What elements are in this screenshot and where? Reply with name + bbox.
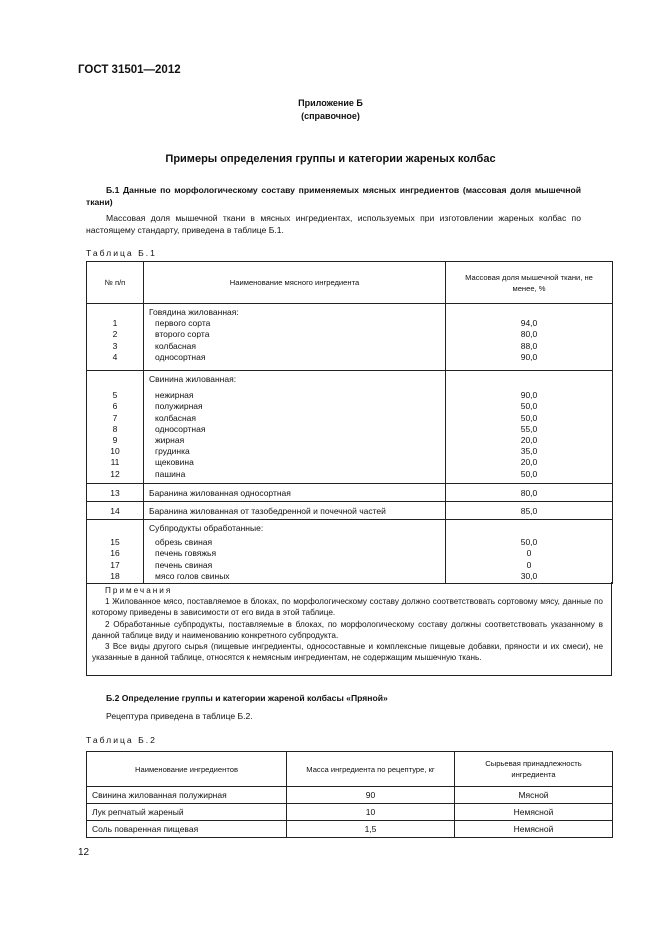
row-name: первого сорта — [155, 318, 211, 329]
row-number: 14 — [87, 502, 144, 520]
group-head: Говядина жилованная: — [149, 307, 239, 317]
table-b2 — [86, 751, 613, 838]
table-row — [87, 502, 613, 520]
row-name: печень свиная — [155, 559, 213, 570]
row-number: 1 — [112, 318, 118, 329]
row-value: 80,0 — [446, 484, 613, 502]
row-name: колбасная — [155, 412, 196, 423]
row-value: 50,0 — [520, 412, 538, 423]
row-value: 90,0 — [520, 390, 538, 401]
row-name: пашина — [155, 468, 186, 479]
table-b2-caption: Таблица Б.2 — [86, 735, 157, 745]
table-header-row — [87, 262, 613, 304]
row-value: 20,0 — [520, 457, 538, 468]
header-type: Сырьевая принадлежность ингредиента — [455, 752, 613, 787]
header-mass: Масса ингредиента по рецептуре, кг — [287, 752, 455, 787]
section-b1-text: Массовая доля мышечной ткани в мясных ингредиентах, используемых при изготовлении жареных колбас по настоящему стандарту, приведена в таблице Б.1. — [86, 213, 581, 235]
header-number: № п/п — [87, 262, 144, 304]
section-b2-heading: Б.2 Определение группы и категории жареной колбасы «Пряной» — [106, 693, 388, 703]
ingredient-mass: 90 — [287, 787, 455, 804]
header-ingredient: Наименование мясного ингредиента — [144, 262, 446, 304]
row-value: 90,0 — [520, 351, 538, 362]
note-3: 3 Все виды другого сырья (пищевые ингредиенты, односоставные и комплексные пищевые добавки, пряности и их смеси), не указанные в данной таблице, относятся к немясным ингредиентам, не содержащим мышечную ткань. — [92, 642, 603, 663]
ingredient-type: Мясной — [455, 787, 613, 804]
header-muscle-share: Массовая доля мышечной ткани, не менее, % — [446, 262, 613, 304]
group-head: Субпродукты обработанные: — [149, 523, 264, 533]
table-row — [87, 484, 613, 502]
ingredient-mass: 10 — [287, 804, 455, 821]
row-name: Баранина жилованная односортная — [144, 484, 446, 502]
row-value: 0 — [526, 548, 532, 559]
table-b1-notes — [86, 582, 612, 676]
row-name: щековина — [155, 457, 194, 468]
row-number: 5 — [112, 390, 118, 401]
table-b1-caption: Таблица Б.1 — [86, 248, 157, 258]
group-head: Свинина жилованная: — [149, 374, 237, 384]
document-header: ГОСТ 31501—2012 — [78, 64, 181, 76]
row-name: односортная — [155, 351, 206, 362]
row-value: 0 — [526, 559, 532, 570]
row-value: 94,0 — [520, 318, 538, 329]
row-number: 13 — [87, 484, 144, 502]
row-value: 35,0 — [520, 446, 538, 457]
row-number: 9 — [112, 434, 118, 445]
row-name: колбасная — [155, 340, 196, 351]
row-number: 4 — [112, 351, 118, 362]
row-value: 50,0 — [520, 537, 538, 548]
row-number: 8 — [112, 423, 118, 434]
section-b1-heading: Б.1 Данные по морфологическому составу применяемых мясных ингредиентов (массовая доля мышечной ткани) — [86, 185, 581, 207]
row-name: второго сорта — [155, 329, 210, 340]
row-value: 55,0 — [520, 423, 538, 434]
table-group-pork — [87, 371, 613, 484]
appendix-title: Приложение Б — [298, 98, 363, 108]
row-value: 85,0 — [446, 502, 613, 520]
ingredient-name: Лук репчатый жареный — [87, 804, 287, 821]
table-header-row — [87, 752, 613, 787]
row-value: 80,0 — [520, 329, 538, 340]
ingredient-mass: 1,5 — [287, 821, 455, 838]
row-number: 6 — [112, 401, 118, 412]
ingredient-type: Немясной — [455, 821, 613, 838]
row-number: 17 — [110, 559, 120, 570]
row-number: 7 — [112, 412, 118, 423]
page-number: 12 — [78, 847, 90, 858]
note-1: 1 Жилованное мясо, поставляемое в блоках, по морфологическому составу должно соответствовать сортовому мясу, данные по которому приведены в зависимости от его вида в этой таблице. — [92, 597, 603, 618]
row-number: 11 — [110, 457, 120, 468]
row-value: 30,0 — [520, 570, 538, 581]
row-number: 16 — [110, 548, 120, 559]
table-row — [87, 821, 613, 838]
row-name: нежирная — [155, 390, 194, 401]
row-number: 12 — [110, 468, 120, 479]
row-value: 20,0 — [520, 434, 538, 445]
notes-title: Примечания — [105, 586, 173, 595]
ingredient-name: Свинина жилованная полужирная — [87, 787, 287, 804]
table-row — [87, 804, 613, 821]
row-name: мясо голов свиных — [155, 570, 230, 581]
row-number: 3 — [112, 340, 118, 351]
table-group-offal — [87, 520, 613, 584]
row-name: печень говяжья — [155, 548, 217, 559]
row-name: грудинка — [155, 446, 190, 457]
row-number: 10 — [110, 446, 120, 457]
appendix-subtitle: (справочное) — [301, 111, 360, 121]
row-number: 2 — [112, 329, 118, 340]
table-group-beef — [87, 304, 613, 371]
section-b2-text: Рецептура приведена в таблице Б.2. — [106, 711, 253, 721]
row-name: обрезь свиная — [155, 537, 213, 548]
row-value: 50,0 — [520, 468, 538, 479]
ingredient-name: Соль поваренная пищевая — [87, 821, 287, 838]
row-name: полужирная — [155, 401, 203, 412]
row-name: односортная — [155, 423, 206, 434]
row-number: 18 — [110, 570, 120, 581]
ingredient-type: Немясной — [455, 804, 613, 821]
row-name: жирная — [155, 434, 185, 445]
row-value: 88,0 — [520, 340, 538, 351]
row-value: 50,0 — [520, 401, 538, 412]
header-ingredients: Наименование ингредиентов — [87, 752, 287, 787]
row-name: Баранина жилованная от тазобедренной и почечной частей — [144, 502, 446, 520]
row-number: 15 — [110, 537, 120, 548]
table-b1 — [86, 261, 613, 584]
main-title: Примеры определения группы и категории жареных колбас — [165, 153, 496, 165]
note-2: 2 Обработанные субпродукты, поставляемые в блоках, по морфологическому составу должны соответствовать указанному в данной таблице виду и наименованию конкретного субпродукта. — [92, 619, 603, 640]
table-row — [87, 787, 613, 804]
